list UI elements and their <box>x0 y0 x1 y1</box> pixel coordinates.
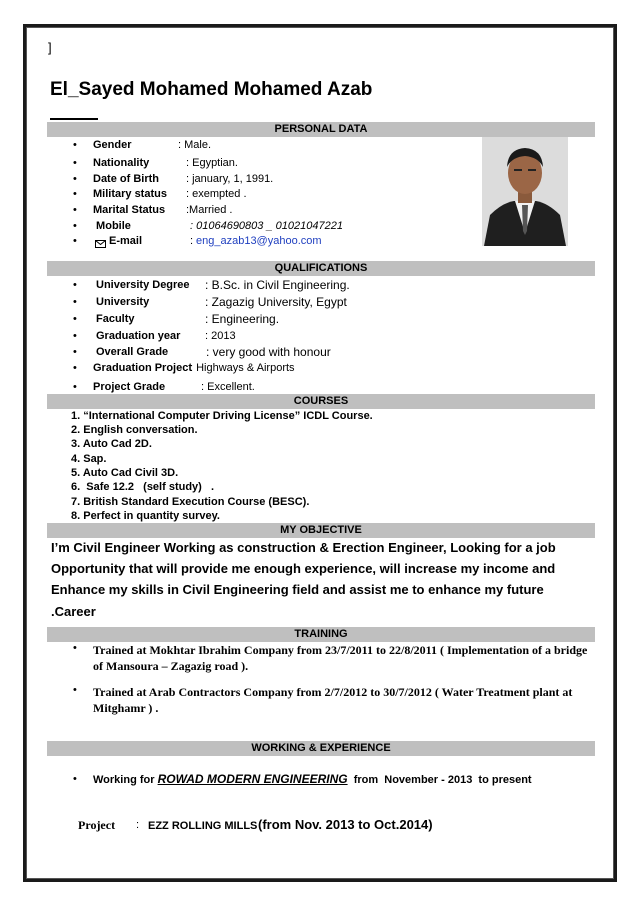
dob-label: Date of Birth <box>93 173 159 185</box>
section-qualifications: QUALIFICATIONS <box>47 261 595 276</box>
section-working: WORKING & EXPERIENCE <box>47 741 595 756</box>
projectgrade-label: Project Grade <box>93 381 166 393</box>
university-label: University <box>96 296 150 308</box>
working-company: ROWAD MODERN ENGINEERING <box>157 772 348 786</box>
working-line <box>93 771 532 788</box>
gradyear-value: : 2013 <box>205 330 236 342</box>
faculty-label: Faculty <box>96 313 135 325</box>
bullet: • <box>73 235 77 247</box>
email-label: E-mail <box>109 235 143 247</box>
course-item: 7. British Standard Execution Course (BESC). <box>71 496 310 508</box>
course-item: 8. Perfect in quantity survey. <box>71 510 220 522</box>
bullet: • <box>73 220 77 232</box>
gradyear-label: Graduation year <box>96 330 181 342</box>
degree-label: University Degree <box>96 279 190 291</box>
profile-photo <box>482 137 568 246</box>
gender-label: Gender <box>93 139 132 151</box>
objective-line: .Career <box>51 604 96 619</box>
course-item: 3. Auto Cad 2D. <box>71 438 152 450</box>
bullet: • <box>73 684 77 696</box>
section-objective: MY OBJECTIVE <box>47 523 595 538</box>
envelope-icon <box>95 237 106 245</box>
course-item: 1. “International Computer Driving License” ICDL Course. <box>71 410 373 422</box>
project-dates: (from Nov. 2013 to Oct.2014) <box>258 817 433 832</box>
faculty-value: : Engineering. <box>205 312 280 326</box>
objective-line: Enhance my skills in Civil Engineering field and assist me to enhance my future <box>51 582 544 597</box>
training-item-1 <box>93 642 593 674</box>
bullet: • <box>73 346 77 358</box>
course-item: 5. Auto Cad Civil 3D. <box>71 467 179 479</box>
section-training: TRAINING <box>47 627 595 642</box>
objective-line: Opportunity that will provide me enough experience, will increase my income and <box>51 561 556 576</box>
section-personal-data: PERSONAL DATA <box>47 122 595 137</box>
qual-row-faculty <box>0 311 638 327</box>
training-line: of Mansoura – Zagazig road ). <box>93 659 249 673</box>
project-label: Project <box>78 818 116 832</box>
gradproject-value: : Highways & Airports <box>190 362 295 374</box>
bullet: • <box>73 173 77 185</box>
university-value: : Zagazig University, Egypt <box>205 295 347 309</box>
bullet: • <box>73 313 77 325</box>
mobile-value: : 01064690803 _ 01021047221 <box>190 220 343 232</box>
course-item: 2. English conversation. <box>71 424 198 436</box>
nationality-label: Nationality <box>93 157 150 169</box>
qual-row-project <box>0 360 638 376</box>
training-line: Trained at Arab Contractors Company from 2/7/2012 to 30/7/2012 ( Water Treatment plant at <box>93 685 573 699</box>
course-item: 4. Sap. <box>71 453 107 465</box>
bullet: • <box>73 139 77 151</box>
military-label: Military status <box>93 188 167 200</box>
email-prefix: : <box>190 235 194 247</box>
bullet: • <box>73 330 77 342</box>
bullet: • <box>73 204 77 216</box>
working-row <box>0 771 638 787</box>
grade-value: : very good with honour <box>206 345 331 359</box>
bullet: • <box>73 157 77 169</box>
working-prefix: Working for <box>93 774 158 786</box>
name-underline <box>50 118 98 120</box>
qual-row-university <box>0 294 638 310</box>
projectgrade-value: : Excellent. <box>201 381 255 393</box>
qual-row-projectgrade <box>0 379 638 395</box>
section-courses: COURSES <box>47 394 595 409</box>
training-line: Trained at Mokhtar Ibrahim Company from 23/7/2011 to 22/8/2011 ( Implementation of a bridge <box>93 643 588 657</box>
dob-value: : january, 1, 1991. <box>186 173 274 185</box>
bullet: • <box>73 296 77 308</box>
course-item: 6. Safe 12.2 (self study) . <box>71 481 215 493</box>
project-name: EZZ ROLLING MILLS <box>148 820 258 832</box>
nationality-value: : Egyptian. <box>186 157 238 169</box>
cv-name: El_Sayed Mohamed Mohamed Azab <box>50 79 373 100</box>
gradproject-label: Graduation Project <box>93 362 193 374</box>
bullet: • <box>73 188 77 200</box>
marital-label: Marital Status <box>93 204 166 216</box>
bullet: • <box>73 642 77 654</box>
grade-label: Overall Grade <box>96 346 169 358</box>
qual-row-degree <box>0 277 638 293</box>
qual-row-grade <box>0 344 638 360</box>
stray-mark: ] <box>48 40 52 55</box>
bullet: • <box>73 773 77 785</box>
military-value: : exempted . <box>186 188 247 200</box>
bullet: • <box>73 381 77 393</box>
qual-row-gradyear <box>0 328 638 344</box>
bullet: • <box>73 362 77 374</box>
degree-value: : B.Sc. in Civil Engineering. <box>205 278 350 292</box>
training-item-2 <box>93 684 593 716</box>
mobile-label: Mobile <box>93 220 131 232</box>
training-line: Mitghamr ) . <box>93 701 159 715</box>
email-link[interactable]: eng_azab13@yahoo.com <box>196 235 322 247</box>
objective-line: I’m Civil Engineer Working as construction & Erection Engineer, Looking for a job <box>51 540 556 555</box>
marital-value: :Married . <box>186 204 233 216</box>
project-colon: : <box>136 819 140 831</box>
gender-value: : Male. <box>178 139 212 151</box>
bullet: • <box>73 279 77 291</box>
working-suffix: from November - 2013 to present <box>347 774 532 786</box>
